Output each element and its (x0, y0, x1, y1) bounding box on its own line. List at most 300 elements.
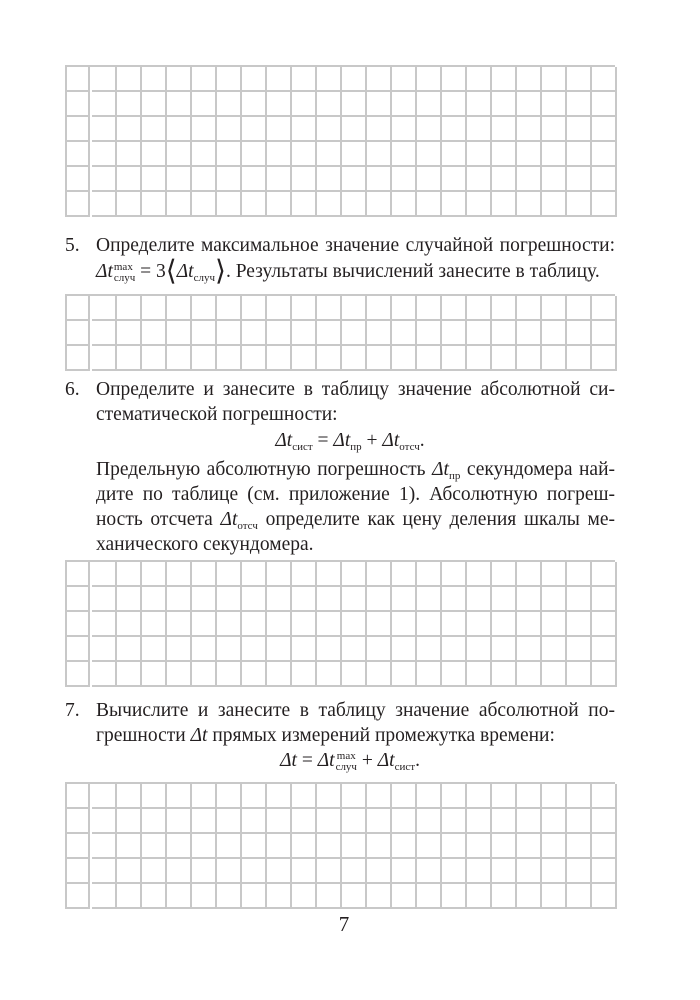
grid-cell (317, 834, 342, 859)
grid-cell (367, 142, 392, 167)
grid-cell (292, 784, 317, 809)
grid-cell (417, 859, 442, 884)
grid-cell (467, 321, 492, 346)
grid-cell (292, 117, 317, 142)
grid-cell (117, 562, 142, 587)
grid-cell (192, 637, 217, 662)
grid-cell (342, 809, 367, 834)
grid-cell (117, 346, 142, 371)
grid-cell (367, 346, 392, 371)
grid-cell (392, 662, 417, 687)
grid-cell (67, 809, 90, 834)
grid-cell (517, 834, 542, 859)
grid-cell (517, 637, 542, 662)
grid-cell (467, 637, 492, 662)
grid-cell (592, 612, 617, 637)
grid-cell (567, 562, 592, 587)
grid-cell (417, 67, 442, 92)
grid-cell (317, 562, 342, 587)
grid-cell (367, 834, 392, 859)
grid-cell (567, 117, 592, 142)
grid-cell (217, 167, 242, 192)
grid-cell (342, 884, 367, 909)
grid-cell (242, 834, 267, 859)
grid-cell (442, 562, 467, 587)
grid-cell (417, 587, 442, 612)
formula-symbol: Δt (377, 750, 395, 771)
grid-cell (367, 859, 392, 884)
grid-cell (117, 784, 142, 809)
grid-cell (517, 612, 542, 637)
grid-cell (67, 662, 90, 687)
grid-cell (317, 637, 342, 662)
formula-symbol: Δt (176, 261, 194, 282)
grid-cell (317, 859, 342, 884)
grid-cell (392, 192, 417, 217)
grid-cell (92, 142, 117, 167)
grid-cell (517, 321, 542, 346)
grid-cell (592, 321, 617, 346)
item-7-line-1: Вычислите и занесите в таблицу значение абсолютной по- (96, 700, 615, 721)
grid-cell (317, 117, 342, 142)
grid-cell (542, 117, 567, 142)
grid-cell (517, 92, 542, 117)
grid-cell (592, 92, 617, 117)
grid-cell (292, 192, 317, 217)
grid-cell (442, 346, 467, 371)
grid-cell (292, 346, 317, 371)
grid-cell (417, 296, 442, 321)
grid-cell (142, 784, 167, 809)
grid-cell (567, 167, 592, 192)
grid-cell (442, 859, 467, 884)
grid-cell (442, 637, 467, 662)
grid-cell (167, 809, 192, 834)
grid-cell (167, 321, 192, 346)
grid-cell (467, 296, 492, 321)
grid-cell (192, 142, 217, 167)
answer-grid-2 (65, 294, 615, 371)
grid-cell (117, 662, 142, 687)
grid-cell (92, 809, 117, 834)
right-angle-bracket-icon: ⟩ (215, 256, 226, 287)
grid-cell (392, 612, 417, 637)
grid-cell (242, 67, 267, 92)
grid-cell (517, 562, 542, 587)
grid-cell (267, 167, 292, 192)
grid-cell (417, 809, 442, 834)
grid-cell (592, 784, 617, 809)
item-5-line-2-text: . Результаты вычислений занесите в таблицу. (225, 261, 600, 282)
grid-cell (567, 809, 592, 834)
grid-cell (167, 612, 192, 637)
grid-cell (217, 587, 242, 612)
item-5-formula (96, 256, 226, 287)
grid-cell (467, 884, 492, 909)
grid-cell (267, 834, 292, 859)
grid-cell (267, 192, 292, 217)
formula-symbol: Δt (317, 750, 335, 771)
grid-cell (192, 321, 217, 346)
item-5-number: 5. (65, 235, 80, 256)
formula-coefficient: 3 (156, 261, 166, 282)
grid-cell (192, 612, 217, 637)
grid-cell (217, 296, 242, 321)
grid-cell (592, 884, 617, 909)
grid-cell (67, 192, 90, 217)
grid-cell (217, 92, 242, 117)
grid-cell (492, 167, 517, 192)
grid-cell (542, 167, 567, 192)
grid-cell (217, 142, 242, 167)
grid-cell (342, 612, 367, 637)
grid-cell (67, 346, 90, 371)
grid-cell (592, 67, 617, 92)
grid-cell (317, 587, 342, 612)
grid-cell (442, 192, 467, 217)
grid-cell (192, 784, 217, 809)
grid-cell (342, 142, 367, 167)
grid-cell (292, 562, 317, 587)
grid-cell (117, 834, 142, 859)
grid-cell (167, 92, 192, 117)
grid-cell (342, 346, 367, 371)
grid-cell (67, 142, 90, 167)
grid-cell (442, 92, 467, 117)
grid-cell (417, 784, 442, 809)
grid-cell (217, 192, 242, 217)
item-6-line-1: Определите и занесите в таблицу значение абсолютной си- (96, 379, 615, 400)
grid-cell (292, 884, 317, 909)
grid-cell (267, 142, 292, 167)
grid-cell (592, 562, 617, 587)
formula-symbol: Δt (190, 725, 208, 746)
grid-cell (442, 296, 467, 321)
grid-cell (367, 809, 392, 834)
grid-cell (592, 167, 617, 192)
grid-cell (492, 884, 517, 909)
grid-cell (92, 662, 117, 687)
grid-cell (542, 562, 567, 587)
grid-cell (167, 67, 192, 92)
grid-cell (92, 192, 117, 217)
grid-cell (267, 884, 292, 909)
grid-cell (192, 117, 217, 142)
grid-cell (142, 92, 167, 117)
grid-cell (142, 321, 167, 346)
item-7-formula (0, 748, 700, 780)
grid-cell (242, 142, 267, 167)
grid-cell (517, 142, 542, 167)
grid-cell (417, 92, 442, 117)
grid-cell (542, 834, 567, 859)
grid-cell (92, 92, 117, 117)
grid-cell (142, 612, 167, 637)
grid-cell (392, 117, 417, 142)
grid-cell (442, 167, 467, 192)
item-5-line-1: Определите максимальное значение случайной погрешности: (96, 235, 615, 256)
grid-cell (492, 321, 517, 346)
grid-cell (167, 859, 192, 884)
grid-cell (567, 784, 592, 809)
grid-cell (67, 321, 90, 346)
grid-cell (67, 562, 90, 587)
grid-cell (267, 562, 292, 587)
formula-plus: + (366, 430, 378, 451)
grid-cell (167, 587, 192, 612)
grid-cell (92, 612, 117, 637)
grid-cell (367, 562, 392, 587)
grid-cell (117, 321, 142, 346)
grid-cell (217, 637, 242, 662)
grid-cell (367, 167, 392, 192)
formula-symbol: Δt (220, 509, 238, 530)
grid-cell (192, 587, 217, 612)
grid-cell (317, 884, 342, 909)
item-5-line-2 (96, 256, 600, 291)
grid-cell (117, 67, 142, 92)
grid-cell (267, 117, 292, 142)
grid-cell (117, 167, 142, 192)
grid-cell (417, 117, 442, 142)
grid-cell (242, 884, 267, 909)
grid-cell (442, 321, 467, 346)
grid-cell (417, 612, 442, 637)
grid-cell (517, 809, 542, 834)
grid-cell (292, 662, 317, 687)
grid-cell (242, 192, 267, 217)
grid-cell (292, 834, 317, 859)
grid-cell (542, 662, 567, 687)
grid-cell (67, 859, 90, 884)
grid-cell (417, 142, 442, 167)
answer-grid-4 (65, 782, 615, 909)
grid-cell (517, 662, 542, 687)
grid-cell (267, 296, 292, 321)
grid-cell (392, 296, 417, 321)
grid-cell (492, 784, 517, 809)
grid-cell (192, 859, 217, 884)
item-6-line-2: стематической погрешности: (96, 404, 338, 425)
grid-cell (417, 562, 442, 587)
grid-cell (317, 612, 342, 637)
grid-cell (367, 117, 392, 142)
grid-cell (592, 346, 617, 371)
grid-cell (167, 784, 192, 809)
grid-cell (567, 142, 592, 167)
grid-cell (567, 662, 592, 687)
grid-cell (467, 834, 492, 859)
item-7-number: 7. (65, 700, 80, 721)
grid-cell (467, 346, 492, 371)
grid-cell (592, 834, 617, 859)
grid-cell (492, 859, 517, 884)
grid-cell (492, 92, 517, 117)
grid-cell (117, 117, 142, 142)
grid-cell (142, 587, 167, 612)
grid-cell (317, 321, 342, 346)
grid-cell (492, 117, 517, 142)
formula-sub: сист (394, 761, 416, 773)
item-6-para-line-2: дите по таблице (см. приложение 1). Абсолютную погреш- (96, 484, 615, 505)
grid-cell (92, 834, 117, 859)
grid-cell (117, 92, 142, 117)
grid-cell (567, 884, 592, 909)
grid-cell (567, 67, 592, 92)
grid-cell (92, 562, 117, 587)
grid-cell (342, 662, 367, 687)
formula-symbol: Δt (280, 750, 297, 771)
grid-cell (217, 809, 242, 834)
formula-symbol: Δt (432, 459, 449, 480)
grid-cell (242, 92, 267, 117)
grid-cell (92, 117, 117, 142)
grid-cell (317, 662, 342, 687)
grid-cell (342, 296, 367, 321)
grid-cell (92, 296, 117, 321)
grid-cell (217, 884, 242, 909)
grid-cell (567, 321, 592, 346)
formula-period: . (419, 430, 425, 451)
grid-cell (167, 142, 192, 167)
grid-cell (492, 67, 517, 92)
grid-cell (342, 67, 367, 92)
grid-cell (142, 346, 167, 371)
grid-cell (342, 562, 367, 587)
grid-cell (317, 192, 342, 217)
grid-cell (517, 296, 542, 321)
grid-cell (417, 662, 442, 687)
grid-cell (117, 296, 142, 321)
formula-symbol: Δt (96, 261, 113, 282)
grid-cell (392, 834, 417, 859)
grid-cell (242, 859, 267, 884)
formula-equals: = (301, 750, 313, 771)
grid-cell (467, 192, 492, 217)
grid-cell (267, 662, 292, 687)
grid-cell (467, 142, 492, 167)
grid-cell (367, 612, 392, 637)
grid-cell (267, 92, 292, 117)
grid-cell (492, 562, 517, 587)
grid-cell (442, 587, 467, 612)
grid-cell (542, 346, 567, 371)
grid-cell (117, 142, 142, 167)
grid-cell (392, 587, 417, 612)
grid-cell (367, 784, 392, 809)
grid-cell (167, 662, 192, 687)
grid-cell (542, 587, 567, 612)
grid-cell (192, 884, 217, 909)
grid-cell (142, 859, 167, 884)
grid-cell (442, 67, 467, 92)
grid-cell (142, 296, 167, 321)
grid-cell (367, 662, 392, 687)
grid-cell (67, 587, 90, 612)
grid-cell (417, 834, 442, 859)
grid-cell (517, 167, 542, 192)
grid-cell (417, 167, 442, 192)
para-text: грешности (96, 725, 191, 746)
grid-cell (242, 809, 267, 834)
grid-cell (192, 346, 217, 371)
grid-cell (167, 637, 192, 662)
grid-cell (242, 662, 267, 687)
grid-cell (67, 296, 90, 321)
grid-cell (392, 884, 417, 909)
formula-supsub (114, 262, 135, 284)
grid-cell (142, 67, 167, 92)
grid-cell (267, 346, 292, 371)
grid-cell (217, 117, 242, 142)
grid-cell (217, 859, 242, 884)
grid-cell (342, 117, 367, 142)
grid-cell (217, 562, 242, 587)
grid-cell (592, 142, 617, 167)
grid-cell (442, 809, 467, 834)
formula-equals: = (317, 430, 329, 451)
grid-cell (117, 192, 142, 217)
grid-cell (317, 92, 342, 117)
grid-cell (492, 834, 517, 859)
grid-cell (467, 562, 492, 587)
item-6-number: 6. (65, 379, 80, 400)
grid-cell (442, 612, 467, 637)
grid-cell (167, 117, 192, 142)
grid-cell (217, 346, 242, 371)
grid-cell (92, 637, 117, 662)
grid-cell (417, 321, 442, 346)
grid-cell (342, 637, 367, 662)
grid-cell (117, 637, 142, 662)
grid-cell (142, 662, 167, 687)
grid-cell (67, 167, 90, 192)
grid-cell (567, 834, 592, 859)
formula-sup: max (113, 260, 133, 273)
formula-symbol: Δt (333, 430, 351, 451)
grid-cell (67, 67, 90, 92)
grid-cell (342, 587, 367, 612)
grid-cell (467, 662, 492, 687)
grid-cell (92, 859, 117, 884)
grid-cell (467, 117, 492, 142)
grid-cell (142, 809, 167, 834)
grid-cell (92, 587, 117, 612)
grid-cell (467, 67, 492, 92)
grid-cell (567, 296, 592, 321)
grid-cell (592, 809, 617, 834)
grid-cell (267, 784, 292, 809)
grid-cell (192, 67, 217, 92)
grid-cell (92, 167, 117, 192)
grid-cell (192, 192, 217, 217)
formula-sup: max (336, 749, 356, 762)
grid-cell (467, 587, 492, 612)
grid-cell (217, 67, 242, 92)
grid-cell (442, 142, 467, 167)
grid-cell (442, 662, 467, 687)
grid-cell (242, 612, 267, 637)
grid-cell (567, 346, 592, 371)
grid-cell (592, 587, 617, 612)
grid-cell (92, 784, 117, 809)
grid-cell (392, 859, 417, 884)
grid-cell (292, 612, 317, 637)
grid-cell (192, 92, 217, 117)
formula-sub: случ (335, 760, 357, 773)
formula-sub: пр (448, 470, 461, 482)
grid-cell (392, 637, 417, 662)
